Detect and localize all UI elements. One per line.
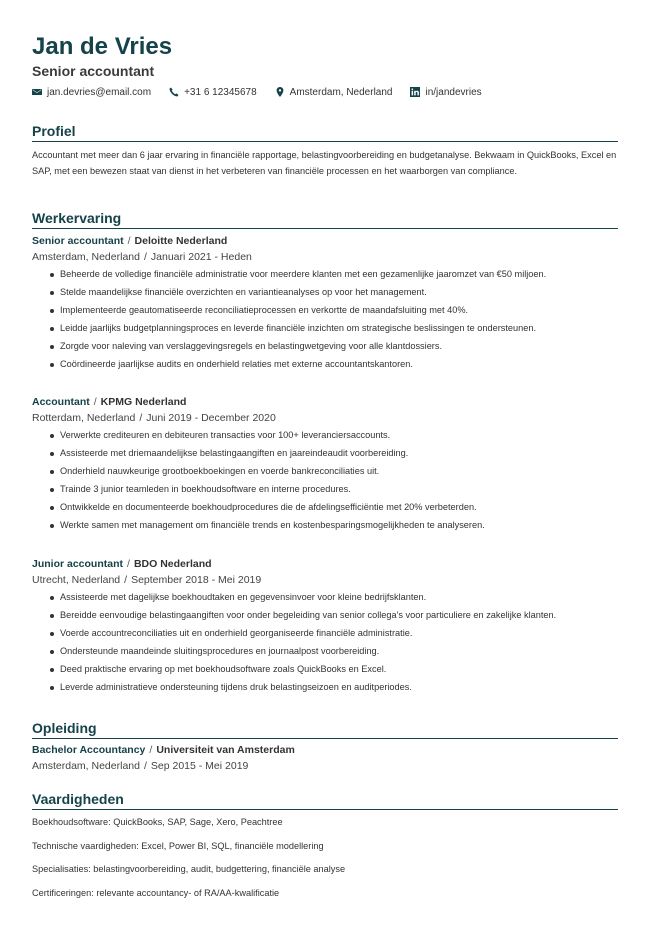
job-company: BDO Nederland bbox=[133, 558, 212, 570]
phone-icon bbox=[169, 87, 179, 97]
job-bullet: Stelde maandelijkse financiële overzichten en variantieanalyses op voor het management. bbox=[50, 284, 618, 302]
job-bullet: Assisteerde met driemaandelijkse belastingaangiften en jaareindeaudit voorbereiding. bbox=[50, 445, 618, 463]
job-role: Accountant bbox=[32, 396, 90, 408]
skills-list bbox=[32, 811, 618, 905]
skill-item: Specialisaties: belastingvoorbereiding, audit, budgettering, financiële analyse bbox=[32, 864, 346, 874]
job-bullet: Voerde accountreconciliaties uit en onderhield georganiseerde financiële administratie. bbox=[50, 625, 618, 643]
job-bullet: Zorgde voor naleving van verslaggevingsregels en belastingwetgeving voor alle klantdossiers. bbox=[50, 338, 618, 356]
profile-section bbox=[32, 122, 618, 179]
job-bullets bbox=[32, 589, 618, 696]
job-header: Senior accountant / Deloitte Nederland bbox=[32, 235, 228, 247]
education-meta: Amsterdam, Nederland / Sep 2015 - Mei 2019 bbox=[32, 760, 249, 772]
skill-item: Technische vaardigheden: Excel, Power BI, SQL, financiële modellering bbox=[32, 840, 324, 851]
location-text: Amsterdam, Nederland bbox=[289, 86, 393, 98]
education-school: Universiteit van Amsterdam bbox=[156, 744, 295, 756]
job-bullet: Beheerde de volledige financiële administratie voor meerdere klanten met een gezamenlijke jaaromzet van €50 miljoen. bbox=[50, 266, 618, 284]
job-bullet: Ontwikkelde en documenteerde boekhoudprocedures die de afdelingsefficiëntie met 20% verbeterden. bbox=[50, 499, 618, 517]
job-location: Utrecht, Nederland bbox=[32, 574, 121, 586]
education-degree: Bachelor Accountancy bbox=[32, 744, 146, 756]
education-location: Amsterdam, Nederland bbox=[32, 760, 140, 772]
job-header: Accountant / KPMG Nederland bbox=[32, 396, 187, 408]
job-bullet: Implementeerde geautomatiseerde reconciliatieprocessen en verkortte de maandafsluiting met 40%. bbox=[50, 302, 618, 320]
education-period: Sep 2015 - Mei 2019 bbox=[150, 760, 249, 772]
job-bullet: Deed praktische ervaring op met boekhoudsoftware zoals QuickBooks en Excel. bbox=[50, 661, 618, 679]
job-bullets bbox=[32, 266, 618, 373]
email-icon bbox=[32, 87, 42, 97]
job-entry bbox=[32, 556, 618, 696]
job-bullet: Coördineerde jaarlijkse audits en onderhield relaties met externe accountantskantoren. bbox=[50, 356, 618, 374]
phone-text: +31 6 12345678 bbox=[184, 86, 257, 98]
skills-section bbox=[32, 790, 618, 905]
experience-heading: Werkervaring bbox=[32, 209, 618, 229]
location-pin-icon bbox=[275, 87, 285, 97]
job-role: Senior accountant bbox=[32, 235, 124, 247]
linkedin-text: in/jandevries bbox=[425, 86, 482, 98]
job-meta: Amsterdam, Nederland / Januari 2021 - Heden bbox=[32, 251, 252, 263]
skill-item: Boekhoudsoftware: QuickBooks, SAP, Sage, Xero, Peachtree bbox=[32, 817, 283, 827]
job-bullet: Verwerkte crediteuren en debiteuren transacties voor 100+ leveranciersaccounts. bbox=[50, 427, 618, 445]
job-period: September 2018 - Mei 2019 bbox=[131, 574, 262, 586]
skills-heading: Vaardigheden bbox=[32, 790, 618, 810]
job-company: Deloitte Nederland bbox=[134, 235, 228, 247]
job-bullet: Bereidde eenvoudige belastingaangiften voor onder begeleiding van senior collega's voor particuliere en zakelijke klanten. bbox=[50, 607, 618, 625]
job-bullets bbox=[32, 427, 618, 534]
job-bullet: Werkte samen met management om financiële trends en kostenbesparingsmogelijkheden te analyseren. bbox=[50, 517, 618, 535]
job-bullet: Onderhield nauwkeurige grootboekboekingen en voerde bankreconciliaties uit. bbox=[50, 463, 618, 481]
job-meta: Rotterdam, Nederland / Juni 2019 - December 2020 bbox=[32, 412, 276, 424]
job-location: Amsterdam, Nederland bbox=[32, 251, 140, 263]
person-name: Jan de Vries bbox=[32, 33, 173, 60]
email-text: jan.devries@email.com bbox=[47, 86, 152, 98]
linkedin-icon bbox=[410, 87, 420, 97]
education-entry bbox=[32, 742, 618, 774]
contact-linkedin[interactable] bbox=[410, 87, 481, 98]
profile-text: Accountant met meer dan 6 jaar ervaring in financiële rapportage, belastingvoorbereiding en budgetanalyse. Bekwaam in QuickBooks, Excel en SAP, met een bewezen staat van dienst in het verbeteren van financiële processen en het waarborgen van compliance. bbox=[32, 150, 617, 176]
job-role: Junior accountant bbox=[32, 558, 124, 570]
job-entry bbox=[32, 233, 618, 373]
contact-bar bbox=[32, 85, 498, 99]
job-meta: Utrecht, Nederland / September 2018 - Mei 2019 bbox=[32, 574, 262, 586]
job-bullet: Assisteerde met dagelijkse boekhoudtaken en gegevensinvoer voor kleine bedrijfsklanten. bbox=[50, 589, 618, 607]
job-bullet: Trainde 3 junior teamleden in boekhoudsoftware en interne procedures. bbox=[50, 481, 618, 499]
education-heading: Opleiding bbox=[32, 719, 618, 739]
skill-item: Certificeringen: relevante accountancy- of RA/AA-kwalificatie bbox=[32, 887, 280, 898]
contact-location bbox=[275, 87, 393, 98]
job-bullet: Leidde jaarlijks budgetplanningsproces en leverde financiële inzichten om strategische beslissingen te ondersteunen. bbox=[50, 320, 618, 338]
job-entry bbox=[32, 394, 618, 534]
job-bullet: Ondersteunde maandeinde sluitingsprocedures en journaalpost voorbereiding. bbox=[50, 643, 618, 661]
job-period: Januari 2021 - Heden bbox=[150, 251, 252, 263]
education-section bbox=[32, 719, 618, 739]
job-bullet: Leverde administratieve ondersteuning tijdens druk belastingseizoen en auditperiodes. bbox=[50, 679, 618, 697]
job-title: Senior accountant bbox=[32, 63, 155, 79]
job-header: Junior accountant / BDO Nederland bbox=[32, 558, 212, 570]
job-company: KPMG Nederland bbox=[100, 396, 187, 408]
job-period: Juni 2019 - December 2020 bbox=[146, 412, 276, 424]
experience-section bbox=[32, 209, 618, 229]
profile-heading: Profiel bbox=[32, 122, 618, 142]
job-location: Rotterdam, Nederland bbox=[32, 412, 136, 424]
contact-email[interactable] bbox=[32, 87, 151, 98]
education-header: Bachelor Accountancy / Universiteit van Amsterdam bbox=[32, 744, 295, 756]
contact-phone[interactable] bbox=[169, 87, 257, 98]
